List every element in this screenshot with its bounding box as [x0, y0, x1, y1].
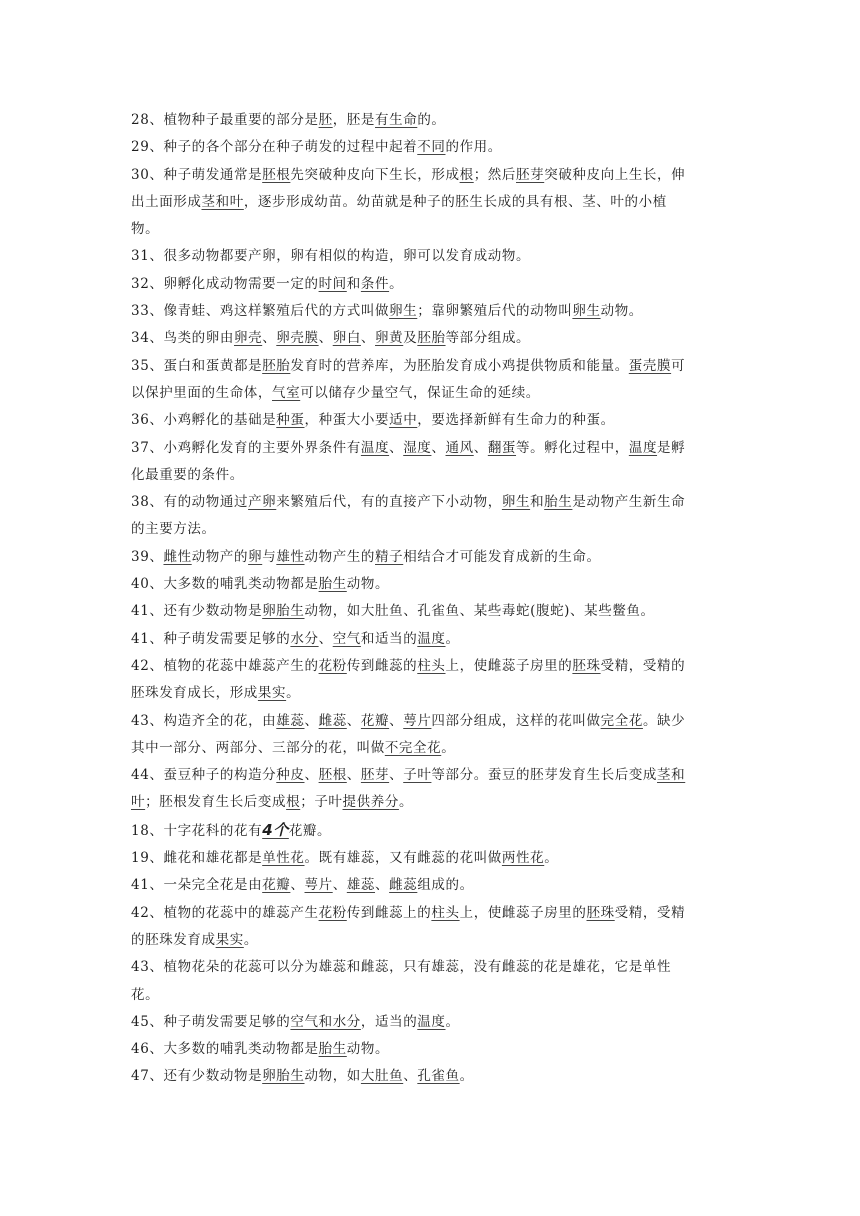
text-segment: 。: [445, 630, 460, 647]
answer-underline: 胚珠: [586, 904, 615, 921]
text-segment: 。: [544, 850, 559, 867]
text-segment: 是动物产生新生命: [572, 494, 686, 511]
text-segment: 以保护里面的生命体，: [131, 384, 272, 401]
answer-underline: 卵生: [501, 494, 531, 511]
text-segment: 。缺少: [642, 712, 686, 729]
text-line: [131, 598, 731, 625]
text-line: [131, 243, 731, 270]
text-line: [131, 1036, 731, 1063]
text-line: [131, 134, 731, 161]
text-segment: 动物。: [346, 576, 390, 593]
text-segment: 等部分组成。: [445, 330, 531, 347]
text-segment: 35、蛋白和蛋黄都是: [131, 357, 263, 374]
answer-underline: 茎和: [657, 767, 686, 784]
list-item: [131, 271, 731, 298]
answer-underline: 湿度: [403, 439, 432, 456]
answer-underline: 卵白: [332, 330, 361, 347]
text-segment: 、: [290, 877, 305, 894]
answer-underline: 花瓣: [360, 712, 390, 729]
text-line: [131, 571, 731, 598]
text-segment: ，要选择新鲜有生命力的种蛋。: [417, 412, 615, 429]
answer-underline: 翻蛋: [487, 439, 517, 456]
list-item: [131, 598, 731, 625]
text-segment: 是孵: [657, 439, 686, 456]
text-segment: 32、卵孵化成动物需要一定的: [131, 275, 319, 292]
answer-underline: 胎生: [318, 576, 347, 593]
text-segment: 和: [346, 275, 361, 292]
text-segment: 动物产生的: [304, 548, 376, 565]
answer-underline: 胚胎: [262, 357, 291, 374]
text-line: [131, 298, 731, 325]
text-segment: 、: [346, 712, 361, 729]
text-segment: 。: [445, 1013, 460, 1030]
text-segment: 41、种子萌发需要足够的: [131, 630, 291, 647]
list-item: [131, 817, 731, 845]
list-item: [131, 626, 731, 653]
answer-underline: 雌蕊: [318, 712, 347, 729]
text-segment: 动物。: [346, 1041, 390, 1058]
answer-underline: 花粉: [318, 904, 347, 921]
list-item: [131, 653, 731, 708]
text-segment: 的作用。: [445, 139, 502, 156]
text-line: [131, 817, 731, 845]
text-segment: 。: [286, 685, 301, 702]
answer-underline: 空气: [332, 630, 361, 647]
answer-underline: 不完全花: [384, 739, 442, 756]
text-line: [131, 872, 731, 899]
text-segment: 上，使雌蕊子房里的: [445, 657, 573, 674]
list-item: [131, 353, 731, 408]
list-item: [131, 762, 731, 817]
text-segment: 、: [332, 877, 347, 894]
answer-underline: 产卵: [248, 494, 277, 511]
answer-underline: 胚芽: [516, 166, 545, 183]
text-line: [131, 845, 731, 872]
text-segment: 。: [441, 739, 456, 756]
text-segment: 胚珠发育成长，形成: [131, 685, 258, 702]
answer-underline: 雄蕊: [346, 877, 376, 894]
answer-underline: 果实: [215, 931, 244, 948]
answer-underline: 胚根: [318, 767, 347, 784]
answer-underline: 有生命: [375, 112, 418, 128]
answer-underline: 卵壳: [233, 330, 263, 347]
answer-underline: 卵壳膜: [276, 330, 319, 347]
answer-underline: 雌性: [163, 548, 192, 565]
answer-underline: 精子: [375, 548, 404, 565]
text-segment: 可以储存少量空气，保证生命的延续。: [300, 384, 540, 401]
text-segment: 。: [459, 1068, 474, 1085]
list-item: [131, 954, 731, 1009]
text-segment: 组成的。: [417, 877, 474, 894]
answer-underline: 卵黄: [375, 330, 404, 347]
text-segment: 和: [530, 494, 545, 511]
text-segment: 40、大多数的哺乳类动物都是: [131, 576, 319, 593]
text-line: [131, 489, 731, 516]
list-item: [131, 900, 731, 955]
text-segment: 上，使雌蕊子房里的: [459, 904, 587, 921]
answer-underline: 胚根: [262, 166, 291, 183]
text-line: [131, 735, 731, 762]
list-item: [131, 134, 731, 161]
text-segment: 、: [473, 439, 488, 456]
text-segment: 44、蚕豆种子的构造分: [131, 767, 277, 784]
answer-underline: 胚珠: [572, 657, 601, 674]
answer-underline: 雄性: [276, 548, 305, 565]
text-segment: 受精，受精的: [600, 657, 686, 674]
answer-underline: 萼片: [304, 877, 333, 894]
text-segment: 。: [398, 794, 414, 811]
answer-underline: 通风: [445, 439, 474, 456]
text-segment: 、: [346, 767, 361, 784]
answer-underline: 雄蕊: [276, 712, 305, 729]
answer-underline: 时间: [318, 275, 347, 292]
text-segment: 相结合才可能发育成新的生命。: [403, 548, 601, 565]
answer-underline: 胎生: [318, 1041, 347, 1058]
text-segment: 、: [403, 1068, 418, 1085]
answer-underline: 温度: [417, 1013, 446, 1030]
text-segment: 31、很多动物都要产卵，卵有相似的构造，卵可以发育成动物。: [131, 248, 531, 265]
answer-underline: 卵生: [572, 303, 601, 320]
answer-underline: 子叶: [403, 767, 432, 784]
text-line: [131, 789, 731, 816]
text-segment: 的。: [417, 112, 446, 128]
text-segment: ；子叶: [300, 794, 343, 811]
text-line: [131, 189, 731, 216]
answer-underline: 温度: [360, 439, 390, 456]
answer-underline: 种蛋: [276, 412, 305, 429]
answer-underline: 气室: [272, 384, 301, 401]
list-item: [131, 162, 731, 244]
list-item: [131, 1063, 731, 1090]
answer-underline: 条件: [360, 275, 390, 292]
text-segment: 、: [375, 877, 390, 894]
handwritten-answer: 4个: [262, 820, 289, 839]
text-segment: 19、雌花和雄花都是: [131, 850, 263, 867]
text-segment: 与: [262, 548, 277, 565]
text-segment: 传到雌蕊上的: [346, 904, 432, 921]
text-line: [131, 516, 731, 543]
text-segment: ，胚是: [332, 112, 375, 128]
text-segment: 、: [318, 630, 333, 647]
text-segment: 45、种子萌发需要足够的: [131, 1013, 291, 1030]
text-segment: 、: [304, 712, 319, 729]
text-segment: 受精，受精: [614, 904, 686, 921]
text-line: [131, 653, 731, 680]
list-item: [131, 435, 731, 490]
text-segment: 30、种子萌发通常是: [131, 166, 263, 183]
answer-underline: 提供养分: [342, 794, 399, 811]
text-segment: 39、: [131, 548, 164, 565]
list-item: [131, 1009, 731, 1036]
text-segment: 等。孵化过程中，: [516, 439, 629, 456]
text-line: [131, 762, 731, 789]
text-segment: 、: [262, 330, 277, 347]
text-segment: 发育时的营养库，为胚胎发育成小鸡提供物质和能量。: [290, 357, 629, 374]
list-item: [131, 407, 731, 434]
text-segment: 47、还有少数动物是: [131, 1068, 263, 1085]
text-segment: 36、小鸡孵化的基础是: [131, 412, 277, 429]
answer-underline: 胚芽: [360, 767, 390, 784]
text-segment: ；靠卵繁殖后代的动物叫: [417, 303, 573, 320]
text-segment: 46、大多数的哺乳类动物都是: [131, 1041, 319, 1058]
text-line: [131, 462, 731, 489]
answer-underline: 花瓣: [262, 877, 291, 894]
text-line: [131, 982, 731, 1009]
text-segment: 四部分组成，这样的花叫做: [431, 712, 601, 729]
text-segment: 的主要方法。: [131, 521, 216, 538]
list-item: [131, 107, 731, 134]
text-segment: 动物，如: [304, 1068, 361, 1085]
text-line: [131, 544, 731, 571]
list-item: [131, 845, 731, 872]
answer-underline: 胚胎: [417, 330, 446, 347]
list-item: [131, 325, 731, 352]
text-line: [131, 626, 731, 653]
text-segment: 其中一部分、两部分、三部分的花，叫做: [131, 739, 385, 756]
list-item: [131, 708, 731, 763]
text-segment: 41、一朵完全花是由: [131, 877, 263, 894]
text-segment: 42、植物的花蕊中的雄蕊产生: [131, 904, 319, 921]
text-segment: 的胚珠发育成: [131, 931, 216, 948]
text-line: [131, 162, 731, 189]
text-segment: 43、构造齐全的花，由: [131, 712, 277, 729]
answer-underline: 胚: [318, 112, 333, 128]
answer-underline: 根: [459, 166, 474, 183]
text-segment: ；胚根发育生长后变成: [145, 794, 287, 811]
list-item: [131, 872, 731, 899]
answer-underline: 水分: [290, 630, 319, 647]
answer-underline: 柱头: [431, 904, 460, 921]
text-segment: ，逐步形成幼苗。幼苗就是种子的胚生长成的具有根、茎、叶的小植: [243, 193, 667, 210]
text-line: [131, 407, 731, 434]
text-segment: ，适当的: [360, 1013, 418, 1030]
text-segment: 38、有的动物通过: [131, 494, 249, 511]
list-item: [131, 1036, 731, 1063]
answer-underline: 叶: [131, 794, 146, 811]
text-line: [131, 107, 731, 134]
answer-underline: 两性花: [501, 850, 545, 867]
text-segment: ，种蛋大小要: [304, 412, 390, 429]
text-segment: 42、植物的花蕊中雄蕊产生的: [131, 657, 319, 674]
answer-underline: 空气和水分: [290, 1013, 361, 1030]
list-item: [131, 544, 731, 571]
text-segment: 花瓣。: [288, 822, 332, 839]
text-segment: 43、植物花朵的花蕊可以分为雄蕊和雌蕊，只有雄蕊，没有雌蕊的花是雄花，它是单性: [131, 959, 672, 976]
answer-underline: 单性花: [262, 850, 305, 867]
answer-underline: 卵胎生: [262, 1068, 305, 1085]
text-line: [131, 680, 731, 707]
text-segment: 37、小鸡孵化发育的主要外界条件有: [131, 439, 361, 456]
text-segment: 动物。: [600, 303, 643, 320]
text-segment: 、: [304, 767, 319, 784]
text-segment: 。既有雄蕊，又有雌蕊的花叫做: [304, 850, 502, 867]
text-segment: 、: [318, 330, 333, 347]
text-segment: 、: [431, 439, 446, 456]
text-segment: 、: [389, 439, 404, 456]
text-segment: 先突破种皮向下生长，形成: [290, 166, 460, 183]
text-segment: 物。: [131, 221, 160, 238]
text-line: [131, 1063, 731, 1090]
text-segment: 、: [360, 330, 376, 347]
text-segment: 33、像青蛙、鸡这样繁殖后代的方式叫做: [131, 303, 390, 320]
text-segment: 化最重要的条件。: [131, 466, 244, 483]
answer-underline: 温度: [417, 630, 446, 647]
text-segment: 18、十字花科的花有: [131, 822, 263, 839]
answer-underline: 果实: [257, 685, 287, 702]
text-segment: 可: [671, 357, 686, 374]
text-segment: 及: [403, 330, 418, 347]
answer-underline: 卵: [248, 548, 263, 565]
text-segment: ；然后: [473, 166, 517, 183]
text-segment: 传到雌蕊的: [346, 657, 418, 674]
text-line: [131, 927, 731, 954]
text-segment: 41、还有少数动物是: [131, 603, 263, 620]
answer-underline: 根: [286, 794, 301, 811]
text-segment: 。: [389, 275, 404, 292]
answer-underline: 卵胎生: [262, 603, 305, 620]
text-line: [131, 708, 731, 735]
text-line: [131, 271, 731, 298]
document-body: [131, 107, 731, 1091]
list-item: [131, 489, 731, 544]
answer-underline: 柱头: [417, 657, 446, 674]
text-segment: 花。: [131, 986, 160, 1003]
text-segment: 34、鸟类的卵由: [131, 330, 234, 347]
text-line: [131, 900, 731, 927]
text-segment: 动物，如大肚鱼、孔雀鱼、某些毒蛇(腹蛇)、某些鳖鱼。: [304, 603, 655, 620]
answer-underline: 大肚鱼: [360, 1068, 404, 1085]
answer-underline: 雌蕊: [389, 877, 418, 894]
text-segment: 、: [389, 712, 404, 729]
answer-underline: 孔雀鱼: [417, 1068, 460, 1085]
text-segment: 来繁殖后代，有的直接产下小动物，: [276, 494, 502, 511]
text-line: [131, 954, 731, 981]
answer-underline: 萼片: [403, 712, 432, 729]
text-line: [131, 325, 731, 352]
answer-underline: 适中: [389, 412, 418, 429]
answer-underline: 种皮: [276, 767, 305, 784]
answer-underline: 温度: [628, 439, 658, 456]
text-line: [131, 1009, 731, 1036]
text-segment: 29、种子的各个部分在种子萌发的过程中起着: [131, 139, 418, 156]
text-segment: 动物产的: [191, 548, 249, 565]
text-line: [131, 380, 731, 407]
text-line: [131, 353, 731, 380]
answer-underline: 胎生: [544, 494, 573, 511]
list-item: [131, 298, 731, 325]
answer-underline: 完全花: [600, 712, 643, 729]
answer-underline: 花粉: [318, 657, 347, 674]
text-line: [131, 435, 731, 462]
text-segment: 和适当的: [360, 630, 418, 647]
answer-underline: 不同: [417, 139, 446, 156]
text-segment: 。: [243, 931, 258, 948]
text-segment: 突破种皮向上生长，伸: [544, 166, 686, 183]
text-segment: 出土面形成: [131, 193, 202, 210]
text-segment: 、: [389, 767, 404, 784]
text-line: [131, 216, 731, 243]
answer-underline: 卵生: [389, 303, 418, 320]
answer-underline: 茎和叶: [201, 193, 244, 210]
answer-underline: 蛋壳膜: [628, 357, 672, 374]
list-item: [131, 571, 731, 598]
list-item: [131, 243, 731, 270]
text-segment: 等部分。蚕豆的胚芽发育生长后变成: [431, 767, 658, 784]
text-segment: 28、植物种子最重要的部分是: [131, 112, 319, 128]
